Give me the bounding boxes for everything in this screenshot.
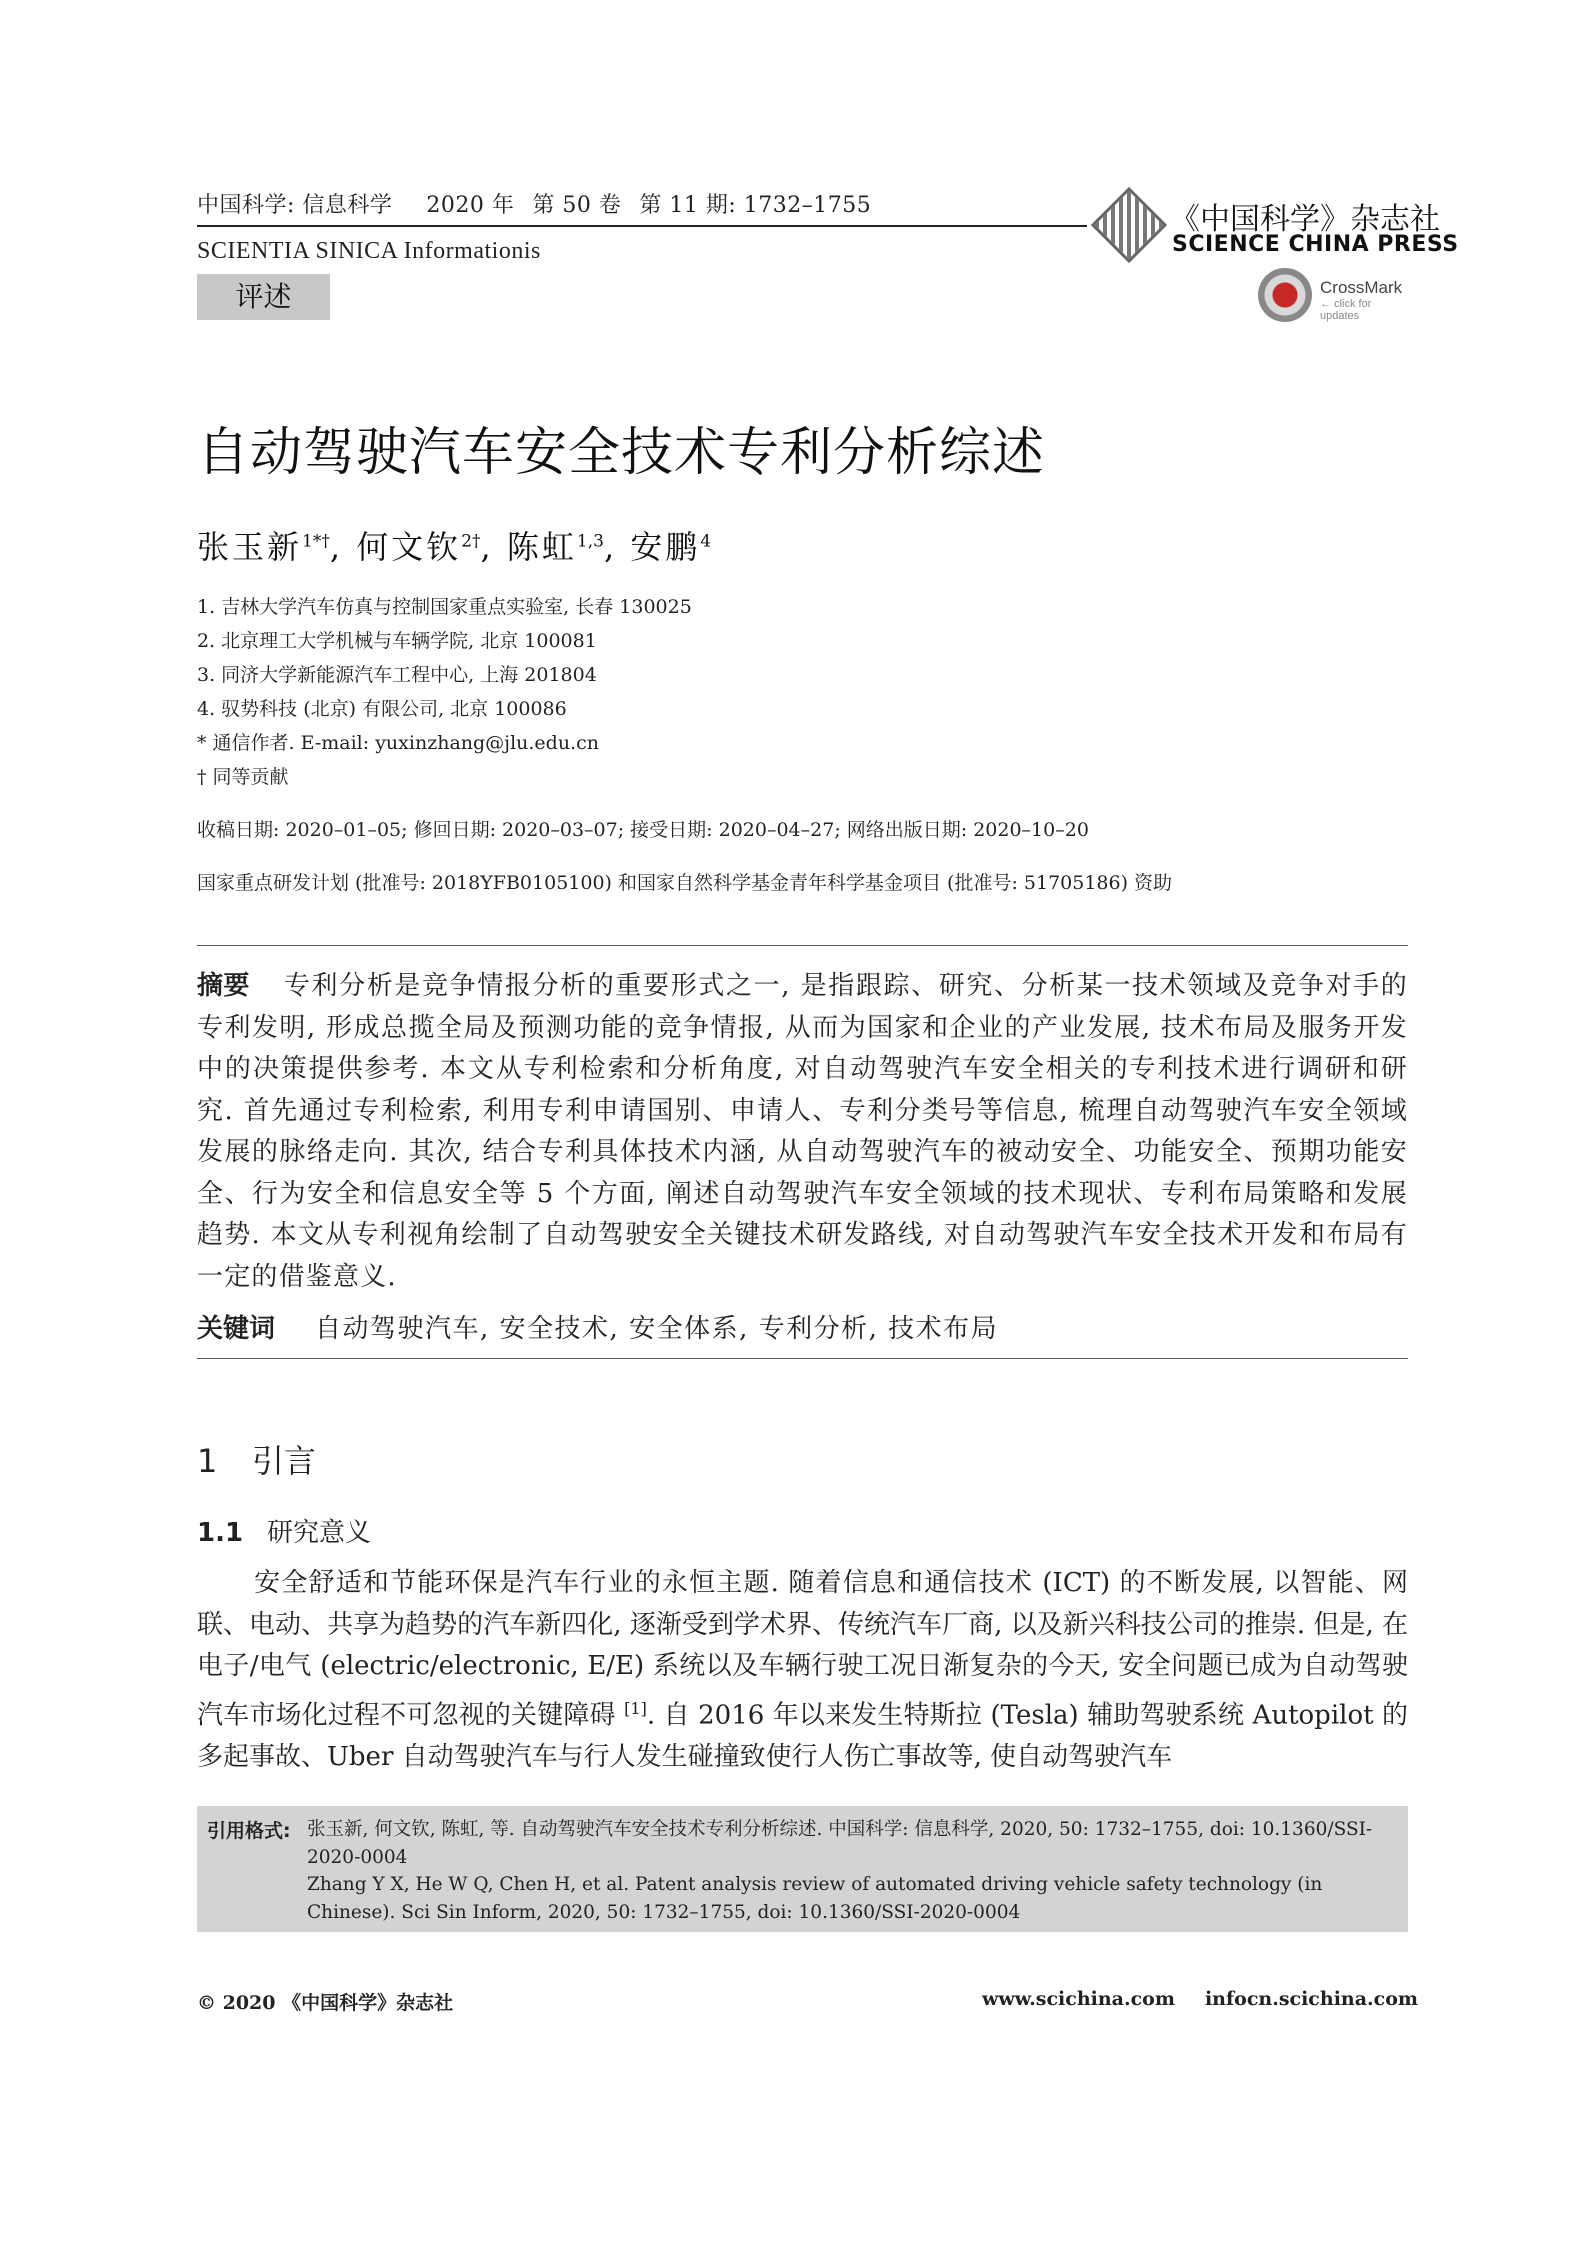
crossmark-icon: [1258, 268, 1312, 322]
publisher-name-en: SCIENCE CHINA PRESS: [1172, 232, 1459, 257]
crossmark-sub: ← click for updates: [1320, 298, 1372, 322]
author-name: 陈虹: [506, 528, 577, 566]
citation-text: [307, 1816, 1397, 1926]
subsection-heading: [197, 1512, 371, 1549]
publisher-name-cn: 《中国科学》杂志社: [1170, 202, 1440, 237]
author-affiliation-mark: 1*†: [302, 531, 330, 552]
citation-en: Zhang Y X, He W Q, Chen H, et al. Patent analysis review of automated driving vehicle safety technology (in Chinese). Sci Sin Inform, 2020, 50: 1732–1755, doi: 10.1360/SSI-2020-0004: [307, 1874, 1323, 1923]
journal-name-en: SCIENTIA SINICA Informationis: [197, 238, 541, 264]
crossmark-label: CrossMark: [1320, 278, 1403, 297]
author-name: 张玉新: [197, 528, 303, 566]
footer-url-link[interactable]: www.scichina.com: [982, 1988, 1175, 2010]
author-affiliation-mark: 2†: [461, 531, 481, 552]
article-dates: 收稿日期: 2020–01–05; 修回日期: 2020–03–07; 接受日期: 2020–04–27; 网络出版日期: 2020–10–20: [197, 819, 1089, 841]
author-affiliation-mark: 1,3: [576, 531, 604, 552]
affiliation-line: 4. 驭势科技 (北京) 有限公司, 北京 100086: [197, 698, 567, 720]
citation-box: [197, 1806, 1408, 1932]
abstract-bottom-rule: [197, 1358, 1408, 1359]
corresponding-author: * 通信作者. E-mail: yuxinzhang@jlu.edu.cn: [197, 732, 599, 754]
author-list: 张玉新$^{1*\dagger}$, 何文钦$^{2\dagger}$, 陈虹$^{1,3}$, 安鹏$^4$: [197, 528, 712, 566]
header-rule: [197, 225, 1087, 227]
section-title: 引言: [252, 1442, 317, 1480]
footer-url-link[interactable]: infocn.scichina.com: [1204, 1988, 1418, 2010]
author-affiliation-mark: 4: [700, 531, 712, 552]
publisher-diamond-icon: [1091, 187, 1167, 263]
copyright: © 2020 《中国科学》杂志社: [197, 1992, 454, 2014]
affiliation-line: 3. 同济大学新能源汽车工程中心, 上海 201804: [197, 664, 597, 686]
footer-links: [982, 1988, 1418, 2010]
subsection-number: 1.1: [197, 1518, 244, 1548]
paper-title: 自动驾驶汽车安全技术专利分析综述: [197, 423, 1046, 483]
subsection-title: 研究意义: [267, 1518, 372, 1548]
section-heading: [197, 1436, 316, 1482]
citation-label: 引用格式:: [207, 1820, 291, 1842]
keywords-label: 关键词: [197, 1314, 276, 1344]
body-paragraph: 安全舒适和节能环保是汽车行业的永恒主题. 随着信息和通信技术 (ICT) 的不断发展, 以智能、网联、电动、共享为趋势的汽车新四化, 逐渐受到学术界、传统汽车厂商, 以及新兴科技公司的推崇. 但是, 在电子/电气 (electric/electronic, E/E) 系统以及车辆行驶工况日渐复杂的今天, 安全问题已成为自动驾驶汽车市场化过程不可忽视的关键障碍 [1]. 自 2016 年以来发生特斯拉 (Tesla) 辅助驾驶系统 Autopilot 的多起事故、Uber 自动驾驶汽车与行人发生碰撞致使行人伤亡事故等, 使自动驾驶汽车: [197, 1568, 1408, 1772]
keywords-text: 自动驾驶汽车, 安全技术, 安全体系, 专利分析, 技术布局: [315, 1314, 999, 1344]
abstract: [197, 966, 1408, 1298]
funding-note: 国家重点研发计划 (批准号: 2018YFB0105100) 和国家自然科学基金青年科学基金项目 (批准号: 51705186) 资助: [197, 872, 1173, 894]
affiliation-line: 1. 吉林大学汽车仿真与控制国家重点实验室, 长春 130025: [197, 596, 692, 618]
article-type-badge: 评述: [197, 274, 330, 320]
affiliation-line: 2. 北京理工大学机械与车辆学院, 北京 100081: [197, 630, 597, 652]
citation-cn: 张玉新, 何文钦, 陈虹, 等. 自动驾驶汽车安全技术专利分析综述. 中国科学: 信息科学, 2020, 50: 1732–1755, doi: 10.1360/SSI-2020-0004: [307, 1819, 1373, 1868]
journal-volume: 第 50 卷: [532, 193, 622, 218]
equal-contribution-note: † 同等贡献: [197, 766, 289, 788]
abstract-text: 专利分析是竞争情报分析的重要形式之一, 是指跟踪、研究、分析某一技术领域及竞争对手的专利发明, 形成总揽全局及预测功能的竞争情报, 从而为国家和企业的产业发展, 技术布局及服务开发中的决策提供参考. 本文从专利检索和分析角度, 对自动驾驶汽车安全相关的专利技术进行调研和研究. 首先通过专利检索, 利用专利申请国别、申请人、专利分类号等信息, 梳理自动驾驶汽车安全领域发展的脉络走向. 其次, 结合专利具体技术内涵, 从自动驾驶汽车的被动安全、功能安全、预期功能安全、行为安全和信息安全等 5 个方面, 阐述自动驾驶汽车安全领域的技术现状、专利布局策略和发展趋势. 本文从专利视角绘制了自动驾驶安全关键技术研发路线, 对自动驾驶汽车安全技术开发和布局有一定的借鉴意义.: [197, 971, 1408, 1292]
section-number: 1: [197, 1442, 218, 1480]
journal-name-cn: 中国科学: 信息科学: [197, 193, 393, 218]
keywords: [197, 1308, 998, 1345]
journal-year: 2020 年: [426, 193, 515, 218]
abstract-label: 摘要: [197, 971, 250, 1001]
reference-link[interactable]: [1]: [624, 1698, 647, 1718]
journal-issue-pages: 第 11 期: 1732–1755: [639, 193, 872, 218]
journal-header: [197, 188, 871, 219]
crossmark-badge[interactable]: [1258, 268, 1408, 324]
publisher-logo[interactable]: [1098, 192, 1459, 264]
abstract-top-rule: [197, 945, 1408, 946]
author-name: 安鹏: [630, 528, 701, 566]
author-name: 何文钦: [356, 528, 462, 566]
